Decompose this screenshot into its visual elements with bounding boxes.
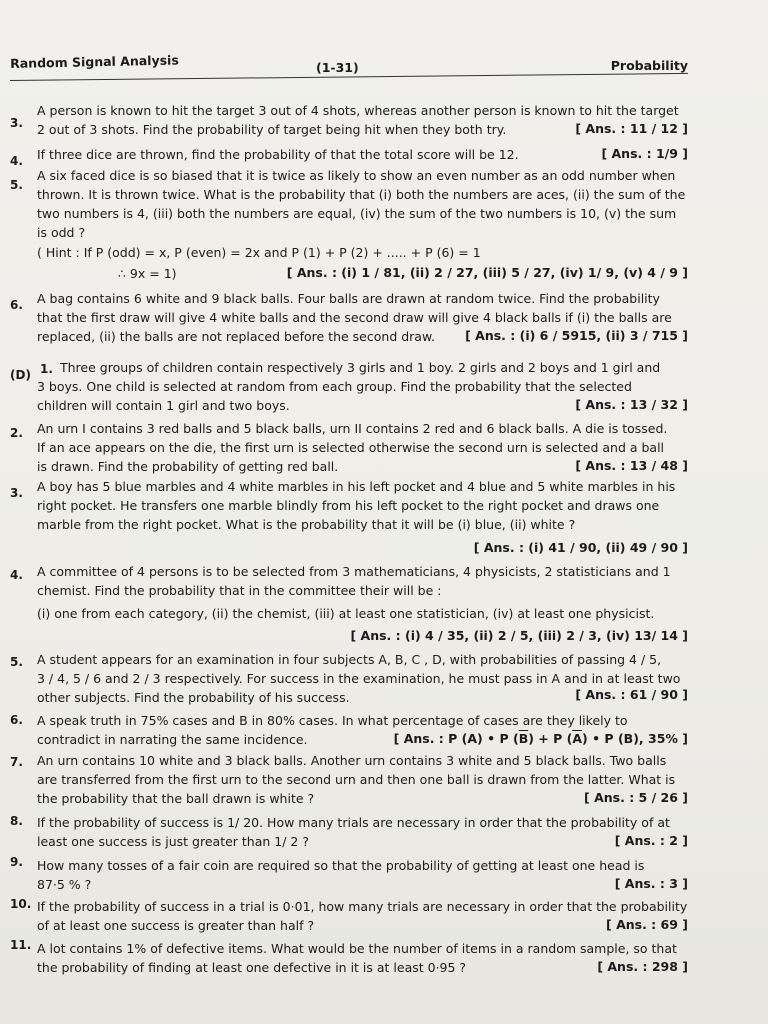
complement-a: $\overline{A}$ — [572, 731, 583, 746]
question-text: A student appears for an examination in four subjects A, B, C , D, with probabilities of passing 4 / 5, — [37, 652, 662, 667]
complement-b: $\overline{B}$ — [518, 731, 529, 746]
question-text: 87·5 % ? — [37, 877, 92, 892]
question-text: An urn contains 10 white and 3 black balls. Another urn contains 3 white and 5 black balls. Two balls — [37, 753, 667, 768]
answer: [ Ans. : (i) 41 / 90, (ii) 49 / 90 ] — [473, 540, 688, 555]
question-text: 2 out of 3 shots. Find the probability of target being hit when they both try. — [37, 122, 507, 137]
question-number: 6. — [10, 713, 23, 727]
question-text: the probability of finding at least one defective in it is at least 0·95 ? — [37, 960, 467, 975]
question-text: If the probability of success is 1/ 20. How many trials are necessary in order that the probability of at — [37, 815, 670, 830]
question-text: 3 boys. One child is selected at random from each group. Find the probability that the selected — [37, 379, 632, 394]
header-book-title: Random Signal Analysis — [10, 52, 179, 71]
question-number: 9. — [10, 855, 23, 869]
question-text: two numbers is 4, (iii) both the numbers are equal, (iv) the sum of the two numbers is 10, (v) the sum — [37, 206, 677, 221]
question-text: thrown. It is thrown twice. What is the probability that (i) both the numbers are aces, (ii) the sum of the — [37, 187, 686, 202]
question-text: If an ace appears on the die, the first urn is selected otherwise the second urn is selected and a ball — [37, 440, 665, 455]
answer: [ Ans. : 61 / 90 ] — [575, 687, 688, 702]
question-number: 3. — [10, 116, 23, 130]
question-text: least one success is just greater than 1/ 2 ? — [37, 834, 309, 849]
hint-text: ∴ 9x = 1) — [118, 266, 177, 281]
question-text: A six faced dice is so biased that it is twice as likely to show an even number as an odd number when — [37, 168, 676, 183]
question-text: replaced, (ii) the balls are not replaced before the second draw. — [37, 329, 436, 344]
question-text: A committee of 4 persons is to be selected from 3 mathematicians, 4 physicists, 2 statisticians and 1 — [37, 564, 671, 579]
question-number: 7. — [10, 755, 23, 769]
answer: [ Ans. : 13 / 48 ] — [575, 458, 688, 473]
question-text: If three dice are thrown, find the probability of that the total score will be 12. — [37, 147, 519, 162]
answer: [ Ans. : 3 ] — [614, 876, 688, 891]
answer: [ Ans. : 298 ] — [597, 959, 688, 974]
section-label: (D) — [10, 368, 31, 382]
answer-part: ) • P (B), 35% ] — [582, 731, 688, 746]
question-text: is drawn. Find the probability of getting red ball. — [37, 459, 339, 474]
question-text: is odd ? — [37, 225, 86, 240]
question-text: right pocket. He transfers one marble blindly from his left pocket to the right pocket and draws one — [37, 498, 660, 513]
question-number: 4. — [10, 568, 23, 582]
question-text: How many tosses of a fair coin are required so that the probability of getting at least one head is — [37, 858, 645, 873]
answer: [ Ans. : 2 ] — [614, 833, 688, 848]
question-text: marble from the right pocket. What is the probability that it will be (i) blue, (ii) white ? — [37, 517, 576, 532]
question-number: 5. — [10, 655, 23, 669]
header-chapter-title: Probability — [610, 58, 688, 73]
question-text: that the first draw will give 4 white balls and the second draw will give 4 black balls if (i) the balls are — [37, 310, 672, 325]
question-number: 3. — [10, 486, 23, 500]
answer: [ Ans. : 13 / 32 ] — [575, 397, 688, 412]
question-number: 6. — [10, 298, 23, 312]
question-text: children will contain 1 girl and two boys. — [37, 398, 290, 413]
question-text: other subjects. Find the probability of his success. — [37, 690, 350, 705]
question-text: If the probability of success in a trial is 0·01, how many trials are necessary in order that the probability — [37, 899, 688, 914]
question-text: (i) one from each category, (ii) the chemist, (iii) at least one statistician, (iv) at least one physicist. — [37, 606, 655, 621]
answer-part: ) + P ( — [528, 731, 573, 746]
answer — [394, 731, 688, 746]
answer: [ Ans. : 11 / 12 ] — [575, 121, 688, 136]
question-text: of at least one success is greater than half ? — [37, 918, 315, 933]
question-text: An urn I contains 3 red balls and 5 black balls, urn II contains 2 red and 6 black balls. A die is tossed. — [37, 421, 668, 436]
question-number: 11. — [10, 938, 32, 952]
question-text: A bag contains 6 white and 9 black balls. Four balls are drawn at random twice. Find the probability — [37, 291, 660, 306]
answer: [ Ans. : (i) 1 / 81, (ii) 2 / 27, (iii) 5 / 27, (iv) 1/ 9, (v) 4 / 9 ] — [286, 265, 688, 280]
header-page-number: (1-31) — [316, 60, 359, 75]
question-number: 8. — [10, 814, 23, 828]
hint-text: ( Hint : If P (odd) = x, P (even) = 2x and P (1) + P (2) + ..... + P (6) = 1 — [37, 245, 481, 260]
answer: [ Ans. : 69 ] — [606, 917, 688, 932]
question-text: 3 / 4, 5 / 6 and 2 / 3 respectively. For success in the examination, he must pass in A and in at least two — [37, 671, 681, 686]
question-text: are transferred from the first urn to the second urn and then one ball is drawn from the latter. What is — [37, 772, 676, 787]
answer: [ Ans. : (i) 4 / 35, (ii) 2 / 5, (iii) 2 / 3, (iv) 13/ 14 ] — [350, 628, 688, 643]
question-text: A person is known to hit the target 3 out of 4 shots, whereas another person is known to hit the target — [37, 103, 679, 118]
question-number: 10. — [10, 897, 32, 911]
question-number: 1. — [40, 362, 53, 376]
answer-part: [ Ans. : P (A) • P ( — [393, 731, 519, 746]
question-text: chemist. Find the probability that in the committee their will be : — [37, 583, 442, 598]
answer: [ Ans. : 5 / 26 ] — [584, 790, 688, 805]
question-text: A boy has 5 blue marbles and 4 white marbles in his left pocket and 4 blue and 5 white marbles in his — [37, 479, 676, 494]
answer: [ Ans. : (i) 6 / 5915, (ii) 3 / 715 ] — [465, 328, 688, 343]
question-text: contradict in narrating the same incidence. — [37, 732, 308, 747]
question-number: 5. — [10, 178, 23, 192]
question-text: Three groups of children contain respectively 3 girls and 1 boy. 2 girls and 2 boys and 1 girl and — [60, 360, 661, 375]
question-text: A speak truth in 75% cases and B in 80% cases. In what percentage of cases are they likely to — [37, 713, 628, 728]
answer: [ Ans. : 1/9 ] — [601, 146, 688, 161]
question-number: 4. — [10, 154, 23, 168]
question-text: the probability that the ball drawn is white ? — [37, 791, 315, 806]
question-text: A lot contains 1% of defective items. What would be the number of items in a random sample, so that — [37, 941, 677, 956]
question-number: 2. — [10, 426, 23, 440]
